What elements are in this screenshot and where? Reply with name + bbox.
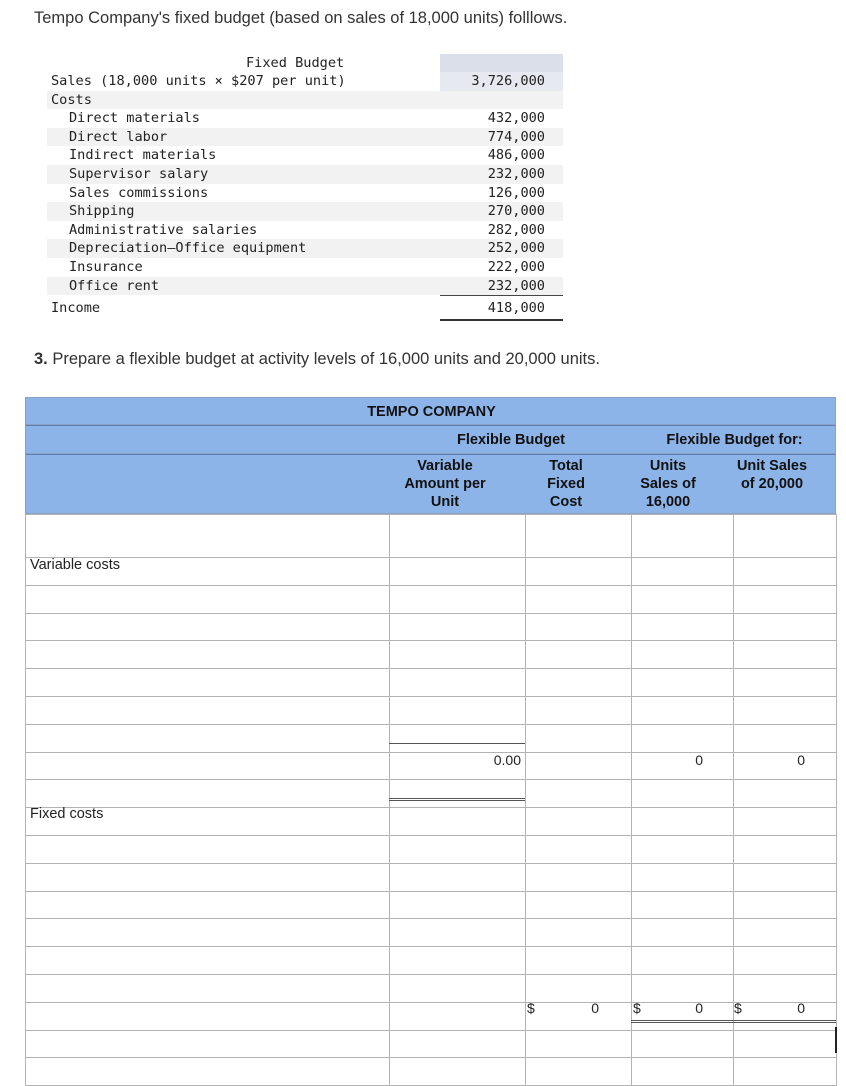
amount-input-cell[interactable] bbox=[525, 779, 632, 808]
amount-input-cell[interactable] bbox=[525, 946, 632, 975]
amount-input-cell[interactable] bbox=[525, 1030, 632, 1059]
amount-input-cell[interactable] bbox=[525, 835, 632, 864]
cost-label: Supervisor salary bbox=[69, 165, 209, 182]
row-label-cell[interactable] bbox=[25, 835, 390, 864]
cost-label: Direct materials bbox=[69, 110, 200, 127]
amount-input-cell[interactable] bbox=[631, 779, 734, 808]
row-label-cell[interactable] bbox=[25, 946, 390, 975]
amount-input-cell[interactable] bbox=[733, 668, 837, 697]
amount-input-cell[interactable] bbox=[733, 557, 837, 586]
row-label-cell[interactable] bbox=[25, 585, 390, 614]
variable-total-per-unit: 0.00 bbox=[493, 752, 521, 768]
cost-row bbox=[47, 258, 563, 277]
amount-input-cell[interactable] bbox=[631, 946, 734, 975]
amount-input-cell[interactable] bbox=[525, 640, 632, 669]
amount-input-cell[interactable] bbox=[733, 918, 837, 947]
amount-input-cell[interactable] bbox=[733, 514, 837, 558]
amount-input-cell[interactable] bbox=[631, 835, 734, 864]
row-label-cell[interactable] bbox=[25, 724, 390, 753]
amount-input-cell[interactable] bbox=[525, 752, 632, 781]
amount-input-cell[interactable] bbox=[631, 585, 734, 614]
amount-input-cell[interactable] bbox=[389, 640, 526, 669]
cost-row bbox=[47, 221, 563, 240]
row-label-cell[interactable] bbox=[25, 696, 390, 725]
cost-row bbox=[47, 128, 563, 147]
cost-row bbox=[47, 202, 563, 221]
row-label-cell[interactable] bbox=[25, 1002, 390, 1031]
row-label-cell[interactable] bbox=[25, 613, 390, 642]
row-label-cell[interactable] bbox=[25, 779, 390, 808]
group-flexible-budget: Flexible Budget bbox=[457, 432, 565, 448]
income-underline bbox=[440, 319, 563, 321]
cost-label: Indirect materials bbox=[69, 147, 217, 164]
amount-input-cell[interactable] bbox=[733, 974, 837, 1003]
per-unit-double-rule bbox=[389, 798, 525, 801]
cost-row bbox=[47, 165, 563, 184]
cost-value: 774,000 bbox=[487, 128, 545, 145]
amount-input-cell[interactable] bbox=[631, 668, 734, 697]
amount-input-cell[interactable] bbox=[525, 863, 632, 892]
final-20000: 0 bbox=[797, 1000, 805, 1016]
amount-input-cell[interactable] bbox=[631, 557, 734, 586]
amount-input-cell[interactable] bbox=[733, 696, 837, 725]
amount-input-cell[interactable] bbox=[631, 1030, 734, 1059]
fixed-total-currency: $ bbox=[527, 1000, 535, 1016]
variable-total-16000: 0 bbox=[695, 752, 703, 768]
amount-input-cell[interactable] bbox=[631, 974, 734, 1003]
amount-input-cell[interactable] bbox=[389, 974, 526, 1003]
amount-input-cell[interactable] bbox=[733, 835, 837, 864]
amount-input-cell[interactable] bbox=[389, 1002, 526, 1031]
intro-text: Tempo Company's fixed budget (based on sales of 18,000 units) folllows. bbox=[34, 9, 568, 27]
cost-label: Sales commissions bbox=[69, 184, 209, 201]
cost-label: Depreciation—Office equipment bbox=[69, 240, 307, 257]
costs-label: Costs bbox=[51, 91, 92, 108]
row-label-cell[interactable] bbox=[25, 918, 390, 947]
row-label-cell[interactable] bbox=[25, 974, 390, 1003]
amount-input-cell[interactable] bbox=[525, 891, 632, 920]
cost-value: 222,000 bbox=[487, 258, 545, 275]
cost-row bbox=[47, 277, 563, 296]
final-side-rule bbox=[835, 1027, 837, 1053]
amount-input-cell[interactable] bbox=[389, 696, 526, 725]
cost-value: 282,000 bbox=[487, 221, 545, 238]
header-company-row bbox=[25, 397, 836, 425]
sales-row bbox=[47, 72, 563, 91]
variable-total-rule bbox=[389, 743, 525, 744]
amount-input-cell[interactable] bbox=[733, 640, 837, 669]
header-group-row bbox=[25, 425, 836, 454]
cost-value: 270,000 bbox=[487, 203, 545, 220]
row-label-cell[interactable] bbox=[25, 891, 390, 920]
amount-input-cell[interactable] bbox=[733, 1030, 837, 1059]
amount-input-cell[interactable] bbox=[733, 863, 837, 892]
final-16000: 0 bbox=[695, 1000, 703, 1016]
costs-heading-row bbox=[47, 91, 563, 110]
cost-value: 126,000 bbox=[487, 184, 545, 201]
amount-input-cell[interactable] bbox=[631, 696, 734, 725]
amount-input-cell[interactable] bbox=[389, 585, 526, 614]
question-number: 3. bbox=[34, 350, 48, 368]
header-band bbox=[440, 54, 563, 72]
amount-input-cell[interactable] bbox=[389, 668, 526, 697]
amount-input-cell[interactable] bbox=[733, 946, 837, 975]
variable-costs-label: Variable costs bbox=[30, 557, 120, 573]
question-text bbox=[34, 350, 600, 369]
income-value: 418,000 bbox=[487, 300, 545, 317]
cost-value: 232,000 bbox=[487, 165, 545, 182]
group-flexible-budget-for: Flexible Budget for: bbox=[666, 432, 803, 448]
final-20000-currency: $ bbox=[734, 1000, 742, 1016]
fixed-total: 0 bbox=[591, 1000, 599, 1016]
amount-input-cell[interactable] bbox=[525, 514, 632, 558]
amount-input-cell[interactable] bbox=[733, 613, 837, 642]
flexible-budget-table bbox=[25, 397, 836, 1051]
cost-label: Shipping bbox=[69, 203, 135, 220]
cost-label: Office rent bbox=[69, 277, 160, 294]
amount-input-cell[interactable] bbox=[631, 807, 734, 836]
final-16000-currency: $ bbox=[633, 1000, 641, 1016]
sales-label: Sales (18,000 units × $207 per unit) bbox=[51, 73, 346, 89]
amount-input-cell[interactable] bbox=[389, 863, 526, 892]
amount-input-cell[interactable] bbox=[525, 557, 632, 586]
amount-input-cell[interactable] bbox=[389, 835, 526, 864]
amount-input-cell[interactable] bbox=[631, 613, 734, 642]
cost-row bbox=[47, 109, 563, 128]
row-label-cell[interactable] bbox=[25, 640, 390, 669]
cost-row bbox=[47, 146, 563, 165]
fixed-costs-label: Fixed costs bbox=[30, 806, 104, 822]
col-20000: Unit Sales of 20,000 bbox=[736, 458, 808, 492]
amount-input-cell[interactable] bbox=[389, 918, 526, 947]
cost-value: 252,000 bbox=[487, 240, 545, 257]
fixed-budget-header bbox=[47, 54, 563, 72]
col-variable-amount: Variable Amount per Unit bbox=[404, 458, 486, 510]
cost-row bbox=[47, 239, 563, 258]
amount-input-cell[interactable] bbox=[525, 724, 632, 753]
row-label-cell[interactable] bbox=[25, 863, 390, 892]
amount-input-cell[interactable] bbox=[631, 863, 734, 892]
fixed-budget-statement bbox=[47, 54, 563, 321]
amount-input-cell[interactable] bbox=[631, 724, 734, 753]
amount-input-cell[interactable] bbox=[631, 891, 734, 920]
row-label-cell[interactable] bbox=[25, 1030, 390, 1059]
income-label: Income bbox=[51, 300, 101, 317]
amount-input-cell[interactable] bbox=[733, 779, 837, 808]
cost-label: Direct labor bbox=[69, 128, 168, 145]
col-total-fixed: Total Fixed Cost bbox=[547, 458, 585, 510]
amount-input-cell[interactable] bbox=[389, 779, 526, 808]
amount-input-cell[interactable] bbox=[525, 974, 632, 1003]
amount-input-cell[interactable] bbox=[389, 613, 526, 642]
amount-input-cell[interactable] bbox=[389, 807, 526, 836]
header-columns-row bbox=[25, 454, 836, 514]
fixed-budget-title: Fixed Budget bbox=[246, 55, 345, 71]
amount-input-cell[interactable] bbox=[525, 668, 632, 697]
row-label-cell[interactable] bbox=[25, 514, 390, 558]
amount-input-cell[interactable] bbox=[733, 891, 837, 920]
amount-input-cell[interactable] bbox=[631, 514, 734, 558]
row-label-cell[interactable] bbox=[25, 752, 390, 781]
amount-input-cell[interactable] bbox=[389, 557, 526, 586]
question-body: Prepare a flexible budget at activity levels of 16,000 units and 20,000 units. bbox=[52, 350, 600, 368]
cost-row bbox=[47, 184, 563, 203]
amount-input-cell[interactable] bbox=[525, 585, 632, 614]
amount-input-cell[interactable] bbox=[525, 613, 632, 642]
cost-label: Insurance bbox=[69, 258, 143, 275]
amount-input-cell[interactable] bbox=[733, 724, 837, 753]
cost-value: 432,000 bbox=[487, 110, 545, 127]
amount-input-cell[interactable] bbox=[525, 807, 632, 836]
sales-value: 3,726,000 bbox=[471, 73, 545, 89]
amount-input-cell[interactable] bbox=[525, 696, 632, 725]
amount-input-cell[interactable] bbox=[389, 946, 526, 975]
amount-input-cell[interactable] bbox=[733, 807, 837, 836]
amount-input-cell[interactable] bbox=[389, 724, 526, 753]
cost-value: 486,000 bbox=[487, 147, 545, 164]
amount-input-cell[interactable] bbox=[389, 1030, 526, 1059]
cost-value: 232,000 bbox=[487, 277, 545, 294]
amount-input-cell[interactable] bbox=[525, 918, 632, 947]
variable-total-20000: 0 bbox=[797, 752, 805, 768]
final-double-rule bbox=[631, 1020, 836, 1023]
company-name: TEMPO COMPANY bbox=[367, 404, 496, 420]
amount-input-cell[interactable] bbox=[631, 918, 734, 947]
amount-input-cell[interactable] bbox=[389, 514, 526, 558]
amount-input-cell[interactable] bbox=[631, 640, 734, 669]
row-label-cell[interactable] bbox=[25, 668, 390, 697]
amount-input-cell[interactable] bbox=[733, 585, 837, 614]
amount-input-cell[interactable] bbox=[389, 891, 526, 920]
cost-label: Administrative salaries bbox=[69, 221, 258, 238]
income-row bbox=[47, 295, 563, 321]
col-16000: Units Sales of 16,000 bbox=[640, 458, 696, 510]
